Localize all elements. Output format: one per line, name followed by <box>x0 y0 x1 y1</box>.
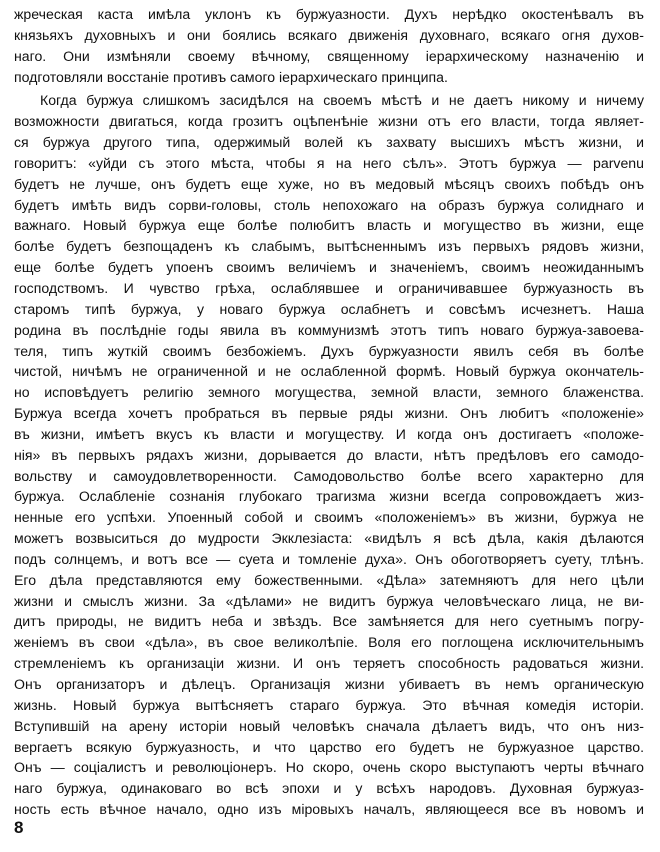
text-line: буржуа. Ослабленіе сознанія глубокаго трагизма жизни всегда сопровождаетъ жиз- <box>14 488 644 505</box>
text-line: въ жизни, имѣетъ вкусъ къ власти и могуществу. И когда онъ достигаетъ «положе- <box>14 425 644 442</box>
text-line: жреческая каста имѣла уклонъ къ буржуазности. Духъ нерѣдко окостенѣвалъ въ <box>14 6 644 22</box>
text-line: можетъ возвыситься до мудрости Экклезіаста: «видѣлъ я всѣ дѣла, какія дѣлаются <box>14 530 644 547</box>
text-line: господствомъ. И чувство грѣха, ослаблявшее и ограничивавшее буржуазность въ <box>14 279 644 296</box>
text-line: подготовляли восстаніе противъ самого іерархическаго принципа. <box>14 68 448 85</box>
text-line: будетъ не лучше, онъ будетъ еще хуже, но въ медовый мѣсяцъ своихъ побѣдъ онъ <box>14 175 644 192</box>
text-line: ность есть вѣчное начало, одно изъ міровыхъ началъ, являющееся все въ новомъ и <box>14 801 644 818</box>
text-line: будетъ имѣть видъ сорви-головы, столь непохожаго на образъ буржуа солиднаго и <box>14 196 644 213</box>
text-line: жизнь. Новый буржуа вытѣсняетъ стараго буржуа. Это вѣчная комедія исторіи. <box>14 696 644 713</box>
text-line: наго. Они измѣняли своему вѣчному, священному іерархическому назначенію и <box>14 47 644 64</box>
text-line: Вступившій на арену исторіи новый человѣкъ сначала дѣлаетъ видъ, что онъ низ- <box>14 717 644 734</box>
text-line: Его дѣла представляются ему божественными. «Дѣла» затемняютъ для него цѣли <box>14 571 644 588</box>
paragraph-2 <box>14 90 644 820</box>
text-line: князьяхъ духовныхъ и они боялись всякаго движенія духовнаго, всякаго огня духов- <box>14 26 644 43</box>
body-text <box>14 4 644 820</box>
text-line: наго буржуа, одинаковаго во всѣ эпохи и у всѣхъ народовъ. Духовная буржуаз- <box>14 780 644 797</box>
text-line: Буржуа всегда хочетъ пробраться въ первые ряды жизни. Онъ любитъ «положеніе» <box>14 405 644 422</box>
text-line: чистой, ничѣмъ не ограниченной и не ослабленной формѣ. Новый буржуа окончатель- <box>14 363 644 380</box>
text-line: старомъ типѣ буржуа, у новаго буржуа ослабнетъ и совсѣмъ исчезнетъ. Наша <box>14 300 644 317</box>
text-line: родина въ послѣдніе годы явила въ коммунизмѣ этотъ типъ новаго буржуа-завоева- <box>14 321 644 338</box>
text-line: стремленіемъ къ организаціи жизни. И онъ теряетъ способность радоваться жизни. <box>14 655 644 672</box>
page-number: 8 <box>14 818 24 837</box>
text-line: теля, типъ жуткій своимъ безбожіемъ. Духъ буржуазности явилъ себя въ болѣе <box>14 342 644 359</box>
text-line: но исповѣдуетъ религію земного могущества, земной власти, земного блаженства. <box>14 384 644 401</box>
text-line: нія» въ первыхъ рядахъ жизни, дорывается до власти, нѣтъ предѣловъ его самодо- <box>14 446 644 463</box>
text-line: говоритъ: «уйди съ этого мѣста, чтобы я на него сѣлъ». Этотъ буржуа — parvenu <box>14 154 644 171</box>
text-line: Когда буржуа слишкомъ засидѣлся на своемъ мѣстѣ и не даетъ никому и ничему <box>40 92 644 109</box>
text-line: подъ солнцемъ, и вотъ все — суета и томленіе духа». Онъ обоготворяетъ суету, тлѣнъ. <box>14 550 644 567</box>
text-line: вольству и самоудовлетворенности. Самодовольство болѣе всего характерно для <box>14 467 644 484</box>
text-line: болѣе будетъ безпощаденъ къ слабымъ, вытѣсненнымъ изъ первыхъ рядовъ жизни, <box>14 238 644 255</box>
text-line: ся буржуа другого типа, одержимый волей къ захвату высшихъ мѣстъ жизни, и <box>14 134 644 151</box>
text-line: женіемъ въ свои «дѣла», въ свое великолѣпіе. Воля его поглощена исключительнымъ <box>14 634 644 651</box>
text-line: Онъ организаторъ и дѣлецъ. Организація жизни убиваетъ въ немъ органическую <box>14 676 644 692</box>
text-line: важнаго. Новый буржуа еще болѣе полюбитъ власть и могущество въ жизни, еще <box>14 217 644 234</box>
text-line: еще болѣе будетъ упоенъ своимъ величіемъ и значеніемъ, своимъ неожиданнымъ <box>14 259 644 276</box>
text-line: Онъ — соціалистъ и революціонеръ. Но скоро, очень скоро выступаютъ черты вѣчнаго <box>14 759 644 776</box>
text-line: жизни и смыслъ жизни. За «дѣлами» не видитъ буржуа человѣческаго лица, не ви- <box>14 592 644 609</box>
text-line: возможности двигаться, когда грозитъ оцѣпенѣніе жизни отъ его власти, тогда являет- <box>14 113 644 130</box>
text-line: ненные его успѣхи. Упоенный собой и своимъ «положеніемъ» въ жизни, буржуа не <box>14 509 644 526</box>
text-line: дитъ природы, не видитъ неба и звѣздъ. Все замѣняется для него суетнымъ погру- <box>14 613 644 630</box>
text-line: вергаетъ всякую буржуазность, и что царство его будетъ не буржуазное царство. <box>14 738 644 755</box>
paragraph-1 <box>14 4 644 87</box>
